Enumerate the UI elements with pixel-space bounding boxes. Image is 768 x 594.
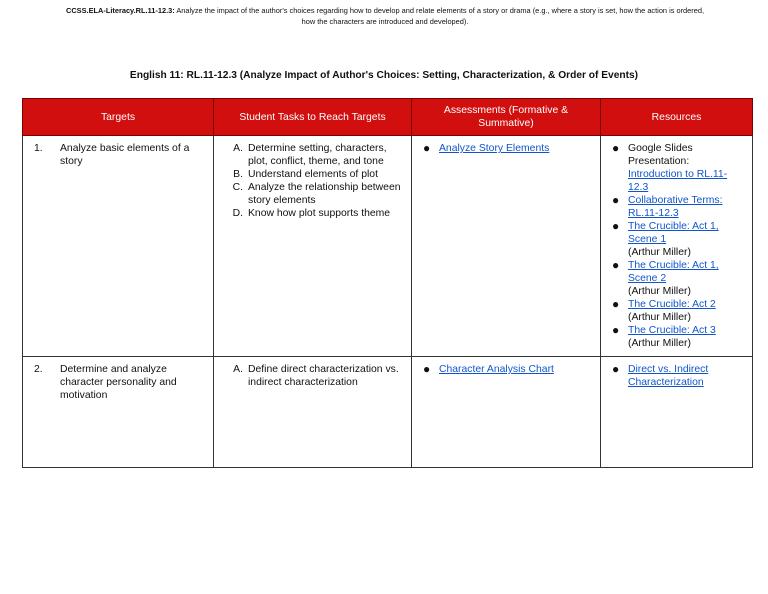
resource-link[interactable]: Collaborative Terms: RL.11-12.3 [628, 195, 723, 219]
list-item [606, 220, 747, 259]
task-list [219, 142, 406, 220]
resource-author: (Arthur Miller) [628, 312, 691, 323]
list-item [606, 142, 747, 194]
bullet-icon: ● [612, 193, 620, 207]
bullet-icon: ● [612, 258, 620, 272]
header-row [23, 99, 753, 136]
resource-text: Google Slides Presentation: [628, 143, 693, 167]
bullet-icon: ● [423, 141, 431, 155]
bullet-icon: ● [612, 297, 620, 311]
resource-author: (Arthur Miller) [628, 286, 691, 297]
resource-author: (Arthur Miller) [628, 338, 691, 349]
target-cell [23, 357, 214, 468]
table-row [23, 136, 753, 357]
bullet-icon: ● [612, 362, 620, 376]
page-title: English 11: RL.11-12.3 (Analyze Impact of Author's Choices: Setting, Characterization, & Order of Events) [129, 70, 639, 81]
unit-plan-table [22, 98, 753, 468]
list-item [606, 194, 747, 220]
resources-cell [601, 357, 753, 468]
list-item [417, 363, 595, 376]
resource-author: (Arthur Miller) [628, 247, 691, 258]
task-list [219, 363, 406, 389]
task-text: Determine setting, characters, plot, conflict, theme, and tone [248, 143, 387, 167]
resource-list [606, 142, 747, 350]
task-text: Know how plot supports theme [248, 208, 391, 219]
assessment-cell [412, 357, 601, 468]
list-item [606, 324, 747, 350]
list-item [219, 363, 406, 389]
task-letter: C. [232, 182, 243, 193]
bullet-icon: ● [423, 362, 431, 376]
tasks-cell [214, 136, 412, 357]
target-text: Analyze basic elements of a story [60, 143, 190, 167]
resource-link[interactable]: Direct vs. Indirect Characterization [628, 364, 709, 388]
target-cell [23, 136, 214, 357]
row-number: 2. [34, 364, 43, 375]
task-text: Define direct characterization vs. indirect characterization [248, 364, 399, 388]
list-item [219, 207, 406, 220]
resources-cell [601, 136, 753, 357]
task-text: Understand elements of plot [248, 169, 378, 180]
task-letter: D. [232, 208, 243, 219]
header-targets: Targets [23, 99, 214, 136]
target-text: Determine and analyze character personality and motivation [60, 364, 177, 401]
standard-statement [60, 5, 710, 27]
bullet-icon: ● [612, 219, 620, 233]
resource-link[interactable]: The Crucible: Act 3 [628, 325, 716, 336]
standard-code: CCSS.ELA-Literacy.RL.11-12.3: [65, 6, 175, 15]
tasks-cell [214, 357, 412, 468]
list-item [417, 142, 595, 155]
list-item [219, 142, 406, 168]
list-item [606, 259, 747, 298]
list-item [219, 181, 406, 207]
task-letter: A. [233, 364, 243, 375]
bullet-icon: ● [612, 323, 620, 337]
assessment-link[interactable]: Analyze Story Elements [439, 143, 550, 154]
standard-text: Analyze the impact of the author's choices regarding how to develop and relate elements of a story or drama (e.g., where a story is set, how the action is ordered, how the characters are introduced and developed). [174, 6, 705, 26]
bullet-icon: ● [612, 141, 620, 155]
row-number: 1. [34, 143, 43, 154]
assessment-link[interactable]: Character Analysis Chart [439, 364, 554, 375]
list-item [606, 363, 747, 389]
resource-link[interactable]: The Crucible: Act 1, Scene 1 [628, 221, 719, 245]
task-text: Analyze the relationship between story elements [248, 182, 401, 206]
header-assessments: Assessments (Formative & Summative) [412, 99, 601, 136]
list-item [606, 298, 747, 324]
header-tasks: Student Tasks to Reach Targets [214, 99, 412, 136]
task-letter: B. [233, 169, 243, 180]
task-letter: A. [233, 143, 243, 154]
resource-link[interactable]: The Crucible: Act 2 [628, 299, 716, 310]
assessment-cell [412, 136, 601, 357]
header-resources: Resources [601, 99, 753, 136]
resource-link[interactable]: The Crucible: Act 1, Scene 2 [628, 260, 719, 284]
table-row [23, 357, 753, 468]
list-item [219, 168, 406, 181]
resource-link[interactable]: Introduction to RL.11-12.3 [628, 169, 728, 193]
